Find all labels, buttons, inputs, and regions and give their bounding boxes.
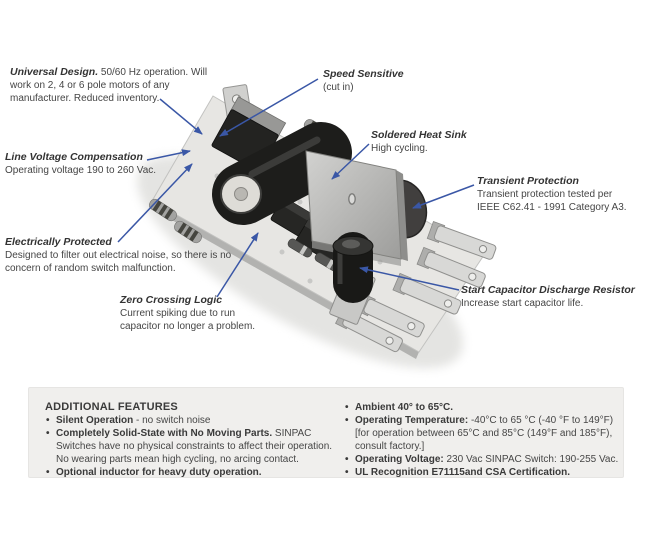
feature-item: • Operating Voltage: 230 Vac SINPAC Switch: 190-255 Vac. — [344, 453, 621, 466]
callout-transient-protection — [477, 175, 635, 214]
features-header: ADDITIONAL FEATURES — [45, 401, 178, 413]
callout-title: Line Voltage Compensation — [5, 151, 143, 163]
callout-title: Electrically Protected — [5, 236, 112, 248]
feature-item: • Optional inductor for heavy duty operation. — [45, 466, 341, 478]
additional-features-panel — [28, 387, 624, 478]
feature-item: • Completely Solid-State with No Moving Parts. SINPAC Switches have no physical constraints to affect their operation. No wearing parts mean high cycling, no arcing contact. — [45, 427, 341, 466]
callout-speed-sensitive — [323, 68, 423, 94]
callout-title: Speed Sensitive — [323, 68, 404, 80]
callout-body: Transient protection tested per IEEE C62.41 - 1991 Category A3. — [477, 189, 627, 213]
callout-universal-design — [10, 66, 216, 105]
callout-title: Soldered Heat Sink — [371, 129, 467, 141]
callout-start-capacitor — [461, 284, 641, 310]
callout-body: Designed to filter out electrical noise, so there is no concern of random switch malfunction. — [5, 250, 232, 274]
callout-line-voltage — [5, 151, 190, 177]
features-left-column — [45, 401, 341, 478]
callout-zero-crossing — [120, 294, 270, 333]
callout-title: Zero Crossing Logic — [120, 294, 223, 306]
feature-item: • Silent Operation - no switch noise — [45, 414, 341, 427]
callout-soldered-heat-sink — [371, 129, 491, 155]
callout-electrically-protected — [5, 236, 240, 275]
callout-body: Operating voltage 190 to 260 Vac. — [5, 165, 157, 176]
callout-title: Start Capacitor Discharge Resistor — [461, 284, 635, 296]
feature-item: • UL Recognition E71115and CSA Certification. — [344, 466, 621, 478]
features-right-column — [344, 401, 621, 478]
callout-body: Current spiking due to run capacitor no longer a problem. — [120, 308, 256, 332]
callout-body: High cycling. — [371, 143, 428, 154]
feature-item: • Operating Temperature: -40°C to 65 °C (-40 °F to 149°F) [for operation between 65°C and 85°C (149°F and 185°F), consult factory.] — [344, 414, 621, 453]
callout-title: Universal Design. — [10, 66, 99, 78]
callout-body: 50/60 Hz operation. Will work on 2, 4 or 6 pole motors of any manufacturer. Reduced inventory. — [10, 67, 208, 104]
feature-item: • Ambient 40° to 65°C. — [344, 401, 621, 414]
callout-body: (cut in) — [323, 82, 354, 93]
callout-title: Transient Protection — [477, 175, 579, 187]
callout-body: Increase start capacitor life. — [461, 298, 584, 309]
